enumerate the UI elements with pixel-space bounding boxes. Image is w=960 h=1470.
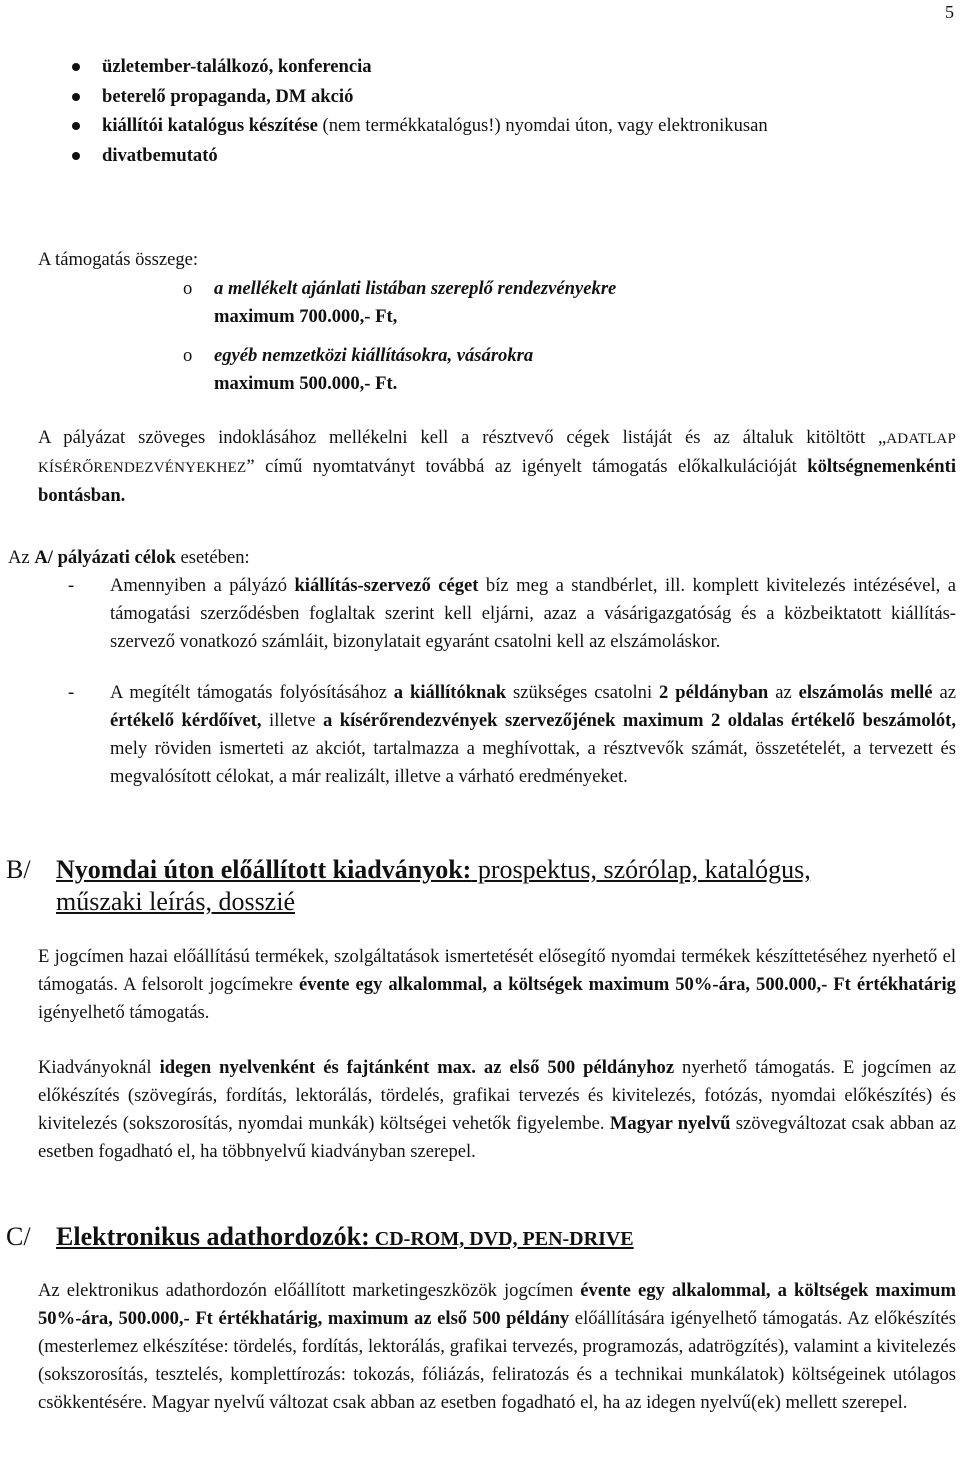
paragraph-text: előállítására igényelhető támogatás. Az előkészítés (mesterlemez elkészítése: tördelés, fordítás, lektorálás, grafikai tervezés, programozás, adatrögzítés), valamint a kivitelezés (sokszorosítás, tesztelés, komplettírozás: tokozás, fóliázás, feliratozás és a technikai munkálatok) költségeinek utólagos csökkentésére. Magyar nyelvű változat csak abban az esetben fogadható el, ha az idegen nyelvű(ek) mellett szerepel. [38, 1308, 956, 1413]
section-c-paragraph [38, 1277, 956, 1417]
amount-item2-value: maximum 500.000,- Ft. [214, 373, 398, 394]
section-b-title-line2: műszaki leírás, dosszié [56, 887, 295, 916]
item-bold: 2 példányban [659, 682, 769, 703]
activity-bullet-list [70, 52, 768, 170]
section-a-item2 [110, 679, 956, 791]
item-text: szükséges csatolni [506, 682, 660, 703]
item-bold: értékelő kérdőívet, [110, 710, 262, 731]
amount-item1-value: maximum 700.000,- Ft, [214, 306, 398, 327]
amount-item2-label: egyéb nemzetközi kiállításokra, vásárokra [214, 345, 534, 366]
amount-marker: o [183, 278, 193, 299]
paragraph-text: A pályázat szöveges indoklásához mellékelni kell a résztvevő cégek listáját és az általuk kitöltött „ [38, 427, 887, 448]
list-item [70, 111, 768, 141]
bullet-bold-text: kiállítói katalógus készítése [102, 115, 318, 136]
paragraph-bold: Magyar nyelvű [609, 1113, 731, 1134]
item-text: A megítélt támogatás folyósításához [110, 682, 394, 703]
section-b-paragraph1 [38, 943, 956, 1027]
amount-item1-label: a mellékelt ajánlati listában szereplő rendezvényekre [214, 278, 617, 299]
paragraph-bold: idegen nyelvenként és fajtánként max. az első 500 példányhoz [159, 1057, 675, 1078]
paragraph-bold: évente egy alkalommal, a költségek maximum 50%-ára, 500.000,- Ft értékhatárig [298, 974, 956, 995]
page-number: 5 [945, 2, 954, 22]
section-c-title [56, 1220, 634, 1256]
item-bold: a kísérőrendezvények szervezőjének maximum 2 oldalas értékelő beszámolót, [323, 710, 957, 731]
list-item [70, 52, 768, 82]
form-name: ADATLAP KÍSÉRŐRENDEZVÉNYEKHEZ [38, 431, 956, 476]
bullet-text: (nem termékkatalógus!) nyomdai úton, vagy elektronikusan [317, 115, 768, 136]
section-a-intro [8, 544, 250, 572]
paragraph-bold: évente egy alkalommal, a költségek maximum 50%-ára, 500.000,- Ft értékhatárig, maximum az első 500 példány [38, 1280, 956, 1329]
paragraph-bold: költségnemenkénti bontásban. [38, 456, 956, 506]
item-bold: elszámolás mellé [798, 682, 933, 703]
section-a-item1 [110, 572, 956, 656]
item-bold: a kiállítóknak [393, 682, 507, 703]
dash-marker: - [68, 682, 75, 703]
bullet-bold-text: divatbemutató [102, 144, 218, 166]
section-c-marker: C/ [6, 1222, 31, 1251]
section-title-rest: prospektus, szórólap, katalógus, [471, 855, 811, 884]
item-text: az [932, 682, 956, 703]
bullet-bold-text: beterelő propaganda, DM akció [102, 85, 354, 107]
list-item [70, 141, 768, 171]
paragraph-text: Kiadványoknál [38, 1057, 160, 1078]
paragraph-text: E jogcímen hazai előállítású termékek, szolgáltatások ismertetését elősegítő nyomdai termékek készíttetéséhez nyerhető el támogatás. A felsorolt jogcímekre [38, 946, 956, 995]
item-bold: kiállítás-szervező céget [294, 575, 479, 596]
section-b-marker: B/ [6, 855, 31, 884]
item-text: Amennyiben a pályázó [110, 575, 295, 596]
section-title-bold: Elektronikus adathordozók: [56, 1222, 370, 1251]
paragraph-text: szövegváltozat csak abban az esetben fogadható el, ha többnyelvű kiadványban szerepel. [38, 1113, 956, 1162]
item-text: illetve [261, 710, 323, 731]
bullet-bold-text: üzletember-találkozó, konferencia [102, 56, 372, 77]
list-item [70, 82, 768, 112]
section-title-rest: CD-ROM, DVD, PEN-DRIVE [369, 1228, 634, 1250]
attachment-paragraph [38, 424, 956, 510]
amount-heading: A támogatás összege: [38, 249, 199, 270]
intro-suffix: esetében: [175, 547, 250, 568]
item-text: bíz meg a standbérlet, ill. komplett kivitelezés intézésével, a támogatási szerződésben foglaltak szerint kell eljárni, azaz a vásárigazgatóság és a közbeiktatott kiállítás-szervező vonatkozó számláit, bizonylatait egyaránt csatolni kell az elszámoláskor. [110, 575, 956, 652]
section-b-title [56, 853, 811, 887]
item-text: mely röviden ismerteti az akciót, tartalmazza a meghívottak, a résztvevők számát, összetételét, a tervezett és megvalósított célokat, a már realizált, illetve a várható eredményeket. [110, 738, 956, 787]
amount-marker: o [183, 345, 193, 366]
item-text: az [768, 682, 799, 703]
paragraph-text: ” című nyomtatványt továbbá az igényelt támogatás előkalkulációját [246, 456, 808, 477]
paragraph-text: igényelhető támogatás. [38, 1002, 210, 1023]
dash-marker: - [68, 575, 75, 596]
paragraph-text: Az elektronikus adathordozón előállított marketingeszközök jogcímen [38, 1280, 581, 1301]
section-b-paragraph2 [38, 1054, 956, 1166]
section-title-bold: Nyomdai úton előállított kiadványok: [56, 855, 472, 884]
paragraph-text: nyerhető támogatás. E jogcímen az előkészítés (szövegírás, fordítás, lektorálás, tördelés, grafikai tervezés és kivitelezés, fotózás, nyomdai előkészítés) és kivitelezés (sokszorosítás, nyomdai munkák) költségei vehetők figyelembe. [38, 1057, 956, 1134]
intro-bold: A/ pályázati célok [34, 547, 176, 568]
intro-prefix: Az [8, 547, 35, 568]
